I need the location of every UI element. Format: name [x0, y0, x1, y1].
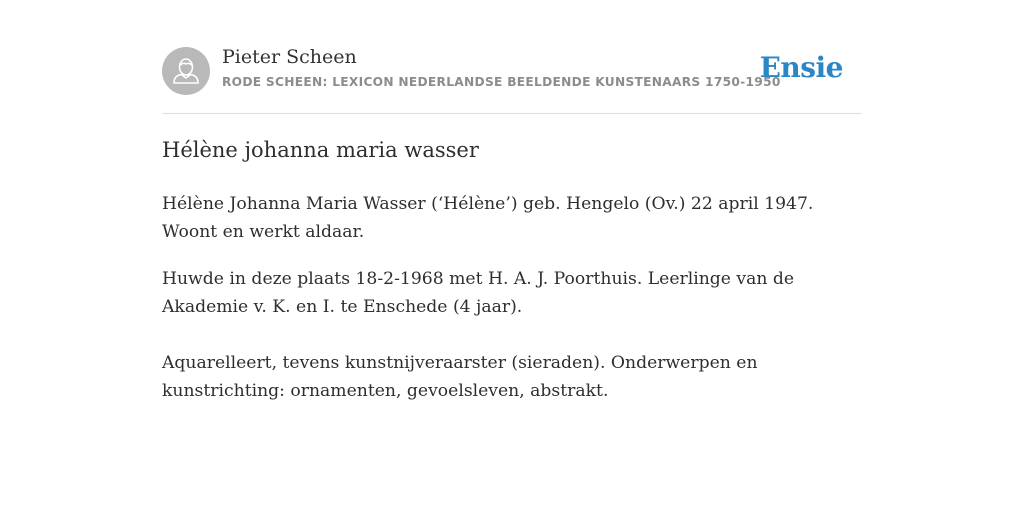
- article-title: Hélène johanna maria wasser: [162, 138, 479, 162]
- source-title[interactable]: RODE SCHEEN: LEXICON NEDERLANDSE BEELDENDE KUNSTENAARS 1750-1950: [222, 75, 781, 89]
- header-divider: [162, 113, 862, 114]
- article-card: [162, 46, 862, 401]
- article-paragraph-3: Aquarelleert, tevens kunstnijveraarster (sieraden). Onderwerpen en kunstrichting: ornamenten, gevoelsleven, abstrakt.: [162, 353, 758, 401]
- author-avatar[interactable]: [162, 47, 210, 95]
- user-icon: [162, 47, 210, 95]
- brand-logo[interactable]: Ensie: [759, 51, 843, 84]
- author-header: [162, 46, 862, 96]
- author-name[interactable]: Pieter Scheen: [222, 46, 357, 68]
- article-paragraph-1: Hélène Johanna Maria Wasser (‘Hélène’) geb. Hengelo (Ov.) 22 april 1947. Woont en werkt aldaar.: [162, 194, 814, 242]
- article-paragraph-2: Huwde in deze plaats 18-2-1968 met H. A. J. Poorthuis. Leerlinge van de Akademie v. K. en I. te Enschede (4 jaar).: [162, 269, 795, 317]
